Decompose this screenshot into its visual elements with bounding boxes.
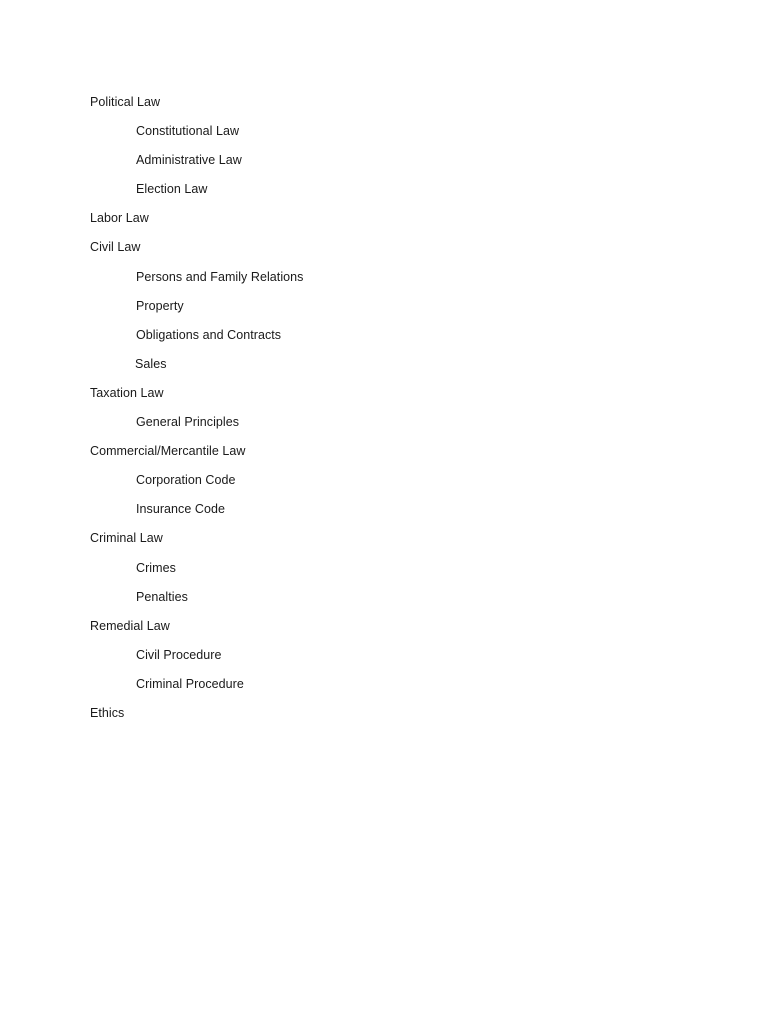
outline-item-corporation-code: Corporation Code [136,473,236,488]
outline-item-obligations-contracts: Obligations and Contracts [136,327,282,342]
outline-item-criminal-procedure: Criminal Procedure [136,676,244,691]
outline-item-remedial-law: Remedial Law [90,618,170,633]
outline-item-civil-law: Civil Law [90,240,141,255]
outline-item-sales: Sales [135,356,167,371]
outline-item-ethics: Ethics [90,705,125,720]
outline-item-political-law: Political Law [90,95,161,109]
outline-item-crimes: Crimes [136,560,176,575]
outline-item-persons-family-relations: Persons and Family Relations [136,269,304,284]
outline-item-property: Property [136,298,184,313]
outline-item-civil-procedure: Civil Procedure [136,647,222,662]
outline-item-election-law: Election Law [136,182,208,197]
outline-item-labor-law: Labor Law [90,211,149,226]
outline-item-insurance-code: Insurance Code [136,502,225,517]
outline-item-general-principles: General Principles [136,415,240,430]
outline-item-criminal-law: Criminal Law [90,531,163,546]
outline-item-commercial-mercantile-law: Commercial/Mercantile Law [90,444,246,459]
outline-item-taxation-law: Taxation Law [90,385,164,400]
law-subject-outline [90,93,303,733]
outline-item-penalties: Penalties [136,589,188,604]
outline-item-administrative-law: Administrative Law [136,153,242,168]
outline-item-constitutional-law: Constitutional Law [136,124,240,139]
